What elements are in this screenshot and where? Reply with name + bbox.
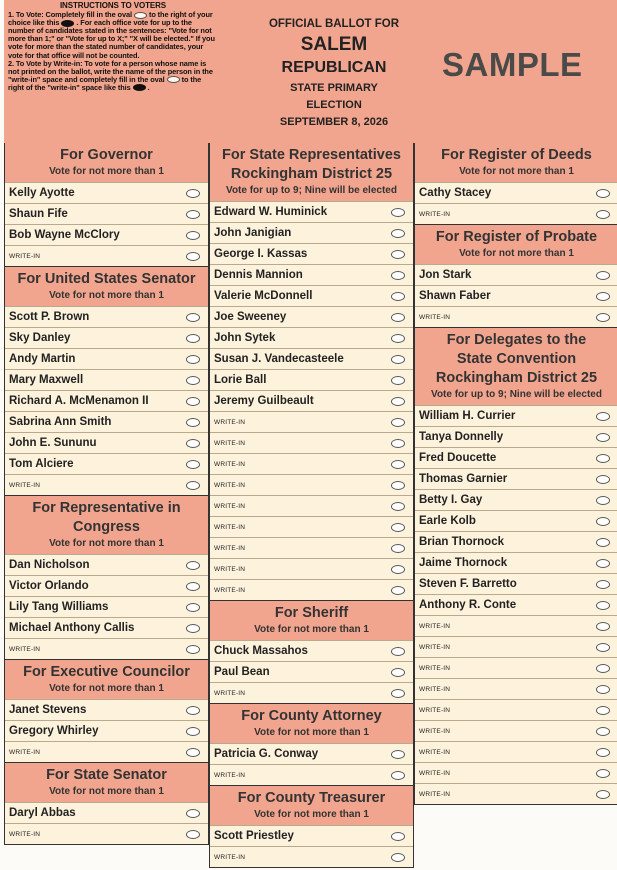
candidate-name: Shaun Fife <box>9 208 68 220</box>
ballot-column-2 <box>209 143 414 868</box>
candidate-row <box>5 203 208 224</box>
candidate-row <box>210 640 413 661</box>
vote-oval[interactable] <box>186 418 200 427</box>
candidate-row <box>5 390 208 411</box>
write-in-row <box>210 411 413 432</box>
vote-oval[interactable] <box>186 189 200 198</box>
race-for-state-representatives-rockingham-district-25 <box>209 143 414 601</box>
vote-oval[interactable] <box>186 252 200 261</box>
candidate-name: Anthony R. Conte <box>419 599 517 611</box>
write-in-row <box>415 615 617 636</box>
vote-oval[interactable] <box>186 460 200 469</box>
instructions-paragraph-1: 1. To Vote: Completely fill in the oval to the right of your choice like this . For each office vote for up to the number of candidates stated in the sentences: "Vote for not more than 1;" or "Vote for up to X;" "X will be elected." If you vote for more than the stated number of candidates, your vote for that office will not be counted. <box>8 10 215 60</box>
vote-oval[interactable] <box>596 622 610 631</box>
race-title: For State Representatives <box>222 147 401 163</box>
vote-oval[interactable] <box>186 481 200 490</box>
candidate-row <box>5 224 208 245</box>
candidate-row <box>415 489 617 510</box>
vote-oval[interactable] <box>186 706 200 715</box>
ballot-header <box>4 0 617 143</box>
candidate-name: Earle Kolb <box>419 515 476 527</box>
race-title: For Register of Probate <box>435 229 598 245</box>
candidate-row <box>415 447 617 468</box>
write-in-row <box>210 453 413 474</box>
race-title: For Representative in Congress <box>32 500 181 535</box>
candidate-row <box>5 453 208 474</box>
race-title: Rockingham District 25 <box>435 370 598 386</box>
candidate-name: Victor Orlando <box>9 580 89 592</box>
vote-instruction: Vote for not more than 1 <box>49 786 164 797</box>
candidate-name: William H. Currier <box>419 410 516 422</box>
write-in-row <box>5 741 208 762</box>
vote-instruction: Vote for not more than 1 <box>49 538 164 549</box>
write-in-label[interactable]: WRITE-IN <box>9 748 41 756</box>
write-in-label[interactable]: WRITE-IN <box>214 565 246 573</box>
vote-oval[interactable] <box>391 376 405 385</box>
race-header <box>210 601 413 640</box>
candidate-name: Valerie McDonnell <box>214 290 313 302</box>
candidate-name: John E. Sununu <box>9 437 97 449</box>
write-in-row <box>210 432 413 453</box>
ballot-party: REPUBLICAN <box>281 59 387 76</box>
vote-oval[interactable] <box>596 454 610 463</box>
instructions-paragraph-2: 2. To Vote by Write-in: To vote for a person whose name is not printed on the ballot, write the name of the person in the "write-in" space and completely fill in the oval to the right of the "write-in" space like this . <box>8 58 213 92</box>
write-in-label[interactable]: WRITE-IN <box>419 664 451 672</box>
candidate-name: Betty I. Gay <box>419 494 483 506</box>
vote-oval[interactable] <box>186 624 200 633</box>
write-in-label[interactable]: WRITE-IN <box>9 645 41 653</box>
candidate-name: Bob Wayne McClory <box>9 229 120 241</box>
ballot-election-label: ELECTION <box>306 99 362 111</box>
candidate-row <box>210 222 413 243</box>
vote-oval[interactable] <box>596 189 610 198</box>
ballot-sheet <box>4 0 617 870</box>
candidate-row <box>210 327 413 348</box>
vote-oval[interactable] <box>391 292 405 301</box>
candidate-name: Scott P. Brown <box>9 311 90 323</box>
write-in-label[interactable]: WRITE-IN <box>9 830 41 838</box>
vote-oval[interactable] <box>596 292 610 301</box>
ballot-column-3 <box>414 143 617 805</box>
candidate-row <box>415 426 617 447</box>
write-in-row <box>210 682 413 703</box>
write-in-row <box>415 699 617 720</box>
write-in-label[interactable]: WRITE-IN <box>419 706 451 714</box>
vote-oval[interactable] <box>596 706 610 715</box>
write-in-row <box>415 306 617 327</box>
race-header <box>210 786 413 825</box>
sample-watermark: SAMPLE <box>442 46 583 83</box>
write-in-label[interactable]: WRITE-IN <box>214 586 246 594</box>
vote-oval[interactable] <box>596 475 610 484</box>
vote-oval[interactable] <box>391 229 405 238</box>
write-in-row <box>415 657 617 678</box>
race-for-register-of-probate <box>414 225 617 328</box>
candidate-row <box>210 285 413 306</box>
write-in-row <box>210 495 413 516</box>
write-in-row <box>5 823 208 844</box>
vote-oval[interactable] <box>391 586 405 595</box>
vote-oval[interactable] <box>596 538 610 547</box>
write-in-label[interactable]: WRITE-IN <box>419 769 451 777</box>
candidate-name: Andy Martin <box>9 353 76 365</box>
write-in-row <box>415 741 617 762</box>
vote-oval[interactable] <box>596 769 610 778</box>
vote-instruction: Vote for not more than 1 <box>254 727 369 738</box>
race-title: State Convention <box>456 351 577 367</box>
vote-instruction: Vote for not more than 1 <box>49 290 164 301</box>
write-in-label[interactable]: WRITE-IN <box>214 689 246 697</box>
write-in-label[interactable]: WRITE-IN <box>419 210 451 218</box>
race-for-register-of-deeds <box>414 143 617 225</box>
candidate-row <box>5 720 208 741</box>
candidate-name: Sabrina Ann Smith <box>9 416 112 428</box>
vote-oval[interactable] <box>391 750 405 759</box>
ballot-election-type: STATE PRIMARY <box>290 82 378 94</box>
vote-oval[interactable] <box>186 830 200 839</box>
vote-oval[interactable] <box>391 771 405 780</box>
vote-oval[interactable] <box>596 433 610 442</box>
vote-oval[interactable] <box>391 439 405 448</box>
vote-oval[interactable] <box>391 565 405 574</box>
write-in-label[interactable]: WRITE-IN <box>419 685 451 693</box>
vote-oval[interactable] <box>596 643 610 652</box>
candidate-row <box>415 573 617 594</box>
vote-oval[interactable] <box>186 561 200 570</box>
vote-oval[interactable] <box>391 418 405 427</box>
vote-oval[interactable] <box>186 355 200 364</box>
candidate-name: Tom Alciere <box>9 458 74 470</box>
candidate-name: Mary Maxwell <box>9 374 84 386</box>
candidate-name: Dan Nicholson <box>9 559 90 571</box>
write-in-row <box>415 203 617 224</box>
candidate-row <box>210 264 413 285</box>
vote-oval[interactable] <box>391 853 405 862</box>
vote-oval[interactable] <box>596 685 610 694</box>
write-in-row <box>415 636 617 657</box>
vote-oval[interactable] <box>596 601 610 610</box>
candidate-row <box>5 575 208 596</box>
empty-oval-icon <box>167 76 180 83</box>
vote-oval[interactable] <box>391 250 405 259</box>
vote-instruction: Vote for up to 9; Nine will be elected <box>226 185 397 196</box>
vote-oval[interactable] <box>186 334 200 343</box>
candidate-name: Lily Tang Williams <box>9 601 109 613</box>
race-for-state-senator <box>4 763 209 845</box>
candidate-name: Fred Doucette <box>419 452 497 464</box>
write-in-row <box>415 678 617 699</box>
race-title: Rockingham District 25 <box>230 166 393 182</box>
vote-oval[interactable] <box>596 727 610 736</box>
candidate-name: George I. Kassas <box>214 248 308 260</box>
race-title: For Executive Councilor <box>23 664 190 680</box>
candidate-name: Edward W. Huminick <box>214 206 328 218</box>
candidate-row <box>5 802 208 823</box>
vote-oval[interactable] <box>186 376 200 385</box>
vote-oval[interactable] <box>596 559 610 568</box>
write-in-row <box>5 474 208 495</box>
race-title: For United States Senator <box>17 271 196 287</box>
candidate-row <box>415 594 617 615</box>
candidate-name: Lorie Ball <box>214 374 267 386</box>
candidate-name: Daryl Abbas <box>9 807 76 819</box>
vote-oval[interactable] <box>186 748 200 757</box>
vote-oval[interactable] <box>391 481 405 490</box>
candidate-name: Chuck Massahos <box>214 645 308 657</box>
candidate-name: Kelly Ayotte <box>9 187 75 199</box>
write-in-row <box>210 846 413 867</box>
candidate-row <box>5 306 208 327</box>
candidate-name: Brian Thornock <box>419 536 504 548</box>
candidate-row <box>415 468 617 489</box>
candidate-row <box>210 825 413 846</box>
race-for-county-treasurer <box>209 786 414 868</box>
vote-oval[interactable] <box>186 603 200 612</box>
vote-instruction: Vote for not more than 1 <box>49 166 164 177</box>
candidate-row <box>210 306 413 327</box>
write-in-row <box>210 537 413 558</box>
race-for-governor <box>4 143 209 267</box>
vote-oval[interactable] <box>186 439 200 448</box>
candidate-row <box>210 243 413 264</box>
race-header <box>210 704 413 743</box>
candidate-row <box>415 264 617 285</box>
vote-oval[interactable] <box>391 313 405 322</box>
race-for-sheriff <box>209 601 414 704</box>
candidate-row <box>5 411 208 432</box>
candidate-row <box>210 369 413 390</box>
ballot-date: SEPTEMBER 8, 2026 <box>279 116 389 128</box>
vote-oval[interactable] <box>186 313 200 322</box>
race-title: For County Attorney <box>241 708 382 724</box>
write-in-label[interactable]: WRITE-IN <box>419 313 451 321</box>
race-header <box>415 328 617 405</box>
race-title: For Governor <box>60 147 153 163</box>
candidate-row <box>415 405 617 426</box>
candidate-row <box>5 596 208 617</box>
ballot-town: SALEM <box>300 34 368 55</box>
vote-oval[interactable] <box>596 271 610 280</box>
vote-oval[interactable] <box>391 208 405 217</box>
race-for-executive-councilor <box>4 660 209 763</box>
vote-instruction: Vote for not more than 1 <box>254 624 369 635</box>
candidate-name: Jeremy Guilbeault <box>214 395 314 407</box>
write-in-row <box>210 516 413 537</box>
race-title: For State Senator <box>46 767 167 783</box>
race-header <box>5 496 208 554</box>
race-header <box>5 267 208 306</box>
vote-oval[interactable] <box>596 517 610 526</box>
candidate-row <box>415 510 617 531</box>
candidate-row <box>415 182 617 203</box>
vote-instruction: Vote for up to 9; Nine will be elected <box>431 389 602 400</box>
candidate-name: John Sytek <box>214 332 276 344</box>
vote-oval[interactable] <box>391 271 405 280</box>
candidate-row <box>5 432 208 453</box>
candidate-name: Paul Bean <box>214 666 270 678</box>
vote-oval[interactable] <box>186 210 200 219</box>
vote-instruction: Vote for not more than 1 <box>459 248 574 259</box>
candidate-row <box>5 327 208 348</box>
ballot-title-line: OFFICIAL BALLOT FOR <box>268 18 400 30</box>
vote-oval[interactable] <box>391 502 405 511</box>
candidate-name: Jaime Thornock <box>419 557 508 569</box>
candidate-name: Dennis Mannion <box>214 269 303 281</box>
candidate-name: Gregory Whirley <box>9 725 99 737</box>
vote-oval[interactable] <box>391 397 405 406</box>
vote-oval[interactable] <box>391 355 405 364</box>
candidate-name: Thomas Garnier <box>419 473 508 485</box>
write-in-label[interactable]: WRITE-IN <box>419 727 451 735</box>
vote-oval[interactable] <box>391 668 405 677</box>
write-in-row <box>210 558 413 579</box>
candidate-name: John Janigian <box>214 227 292 239</box>
vote-oval[interactable] <box>596 580 610 589</box>
write-in-label[interactable]: WRITE-IN <box>214 481 246 489</box>
voter-instructions <box>8 2 218 92</box>
candidate-name: Scott Priestley <box>214 830 294 842</box>
candidate-row <box>210 743 413 764</box>
candidate-row <box>415 552 617 573</box>
vote-instruction: Vote for not more than 1 <box>49 683 164 694</box>
write-in-label[interactable]: WRITE-IN <box>214 460 246 468</box>
race-for-delegates-to-the-state-convention-rockingham-district-25 <box>414 328 617 805</box>
candidate-row <box>210 201 413 222</box>
candidate-name: Joe Sweeney <box>214 311 287 323</box>
candidate-row <box>5 182 208 203</box>
write-in-label[interactable]: WRITE-IN <box>214 439 246 447</box>
candidate-name: Sky Danley <box>9 332 71 344</box>
candidate-name: Cathy Stacey <box>419 187 492 199</box>
vote-oval[interactable] <box>391 544 405 553</box>
candidate-row <box>5 348 208 369</box>
race-header <box>5 143 208 182</box>
vote-oval[interactable] <box>391 523 405 532</box>
write-in-label[interactable]: WRITE-IN <box>214 544 246 552</box>
vote-oval[interactable] <box>186 809 200 818</box>
filled-oval-icon <box>133 84 146 91</box>
vote-instruction: Vote for not more than 1 <box>459 166 574 177</box>
write-in-row <box>5 245 208 266</box>
vote-oval[interactable] <box>596 748 610 757</box>
candidate-row <box>210 348 413 369</box>
instructions-title: INSTRUCTIONS TO VOTERS <box>59 1 167 10</box>
vote-oval[interactable] <box>186 582 200 591</box>
candidate-row <box>415 285 617 306</box>
candidate-name: Steven F. Barretto <box>419 578 517 590</box>
candidate-row <box>5 617 208 638</box>
write-in-row <box>210 474 413 495</box>
race-header <box>415 225 617 264</box>
write-in-label[interactable]: WRITE-IN <box>214 502 246 510</box>
write-in-label[interactable]: WRITE-IN <box>214 523 246 531</box>
race-header <box>415 143 617 182</box>
race-header <box>210 143 413 201</box>
vote-instruction: Vote for not more than 1 <box>254 809 369 820</box>
ballot-column-1 <box>4 143 209 845</box>
write-in-label[interactable]: WRITE-IN <box>214 771 246 779</box>
candidate-row <box>415 531 617 552</box>
race-header <box>5 660 208 699</box>
write-in-row <box>210 579 413 600</box>
race-for-county-attorney <box>209 704 414 786</box>
candidate-name: Tanya Donnelly <box>419 431 504 443</box>
vote-oval[interactable] <box>596 412 610 421</box>
vote-oval[interactable] <box>186 397 200 406</box>
candidate-row <box>5 699 208 720</box>
race-for-representative-in-congress <box>4 496 209 660</box>
write-in-row <box>415 783 617 804</box>
write-in-label[interactable]: WRITE-IN <box>419 748 451 756</box>
write-in-row <box>5 638 208 659</box>
vote-oval[interactable] <box>596 313 610 322</box>
candidate-row <box>210 661 413 682</box>
vote-oval[interactable] <box>186 645 200 654</box>
ballot-title-block <box>234 18 434 128</box>
vote-oval[interactable] <box>186 231 200 240</box>
write-in-label[interactable]: WRITE-IN <box>214 853 246 861</box>
candidate-row <box>210 390 413 411</box>
candidate-row <box>5 554 208 575</box>
write-in-label[interactable]: WRITE-IN <box>419 643 451 651</box>
vote-oval[interactable] <box>391 460 405 469</box>
race-title: For Register of Deeds <box>441 147 592 163</box>
write-in-label[interactable]: WRITE-IN <box>419 790 451 798</box>
write-in-row <box>210 764 413 785</box>
vote-oval[interactable] <box>596 790 610 799</box>
write-in-row <box>415 720 617 741</box>
candidate-name: Janet Stevens <box>9 704 87 716</box>
race-title: For County Treasurer <box>237 790 386 806</box>
vote-oval[interactable] <box>391 832 405 841</box>
write-in-label[interactable]: WRITE-IN <box>9 252 41 260</box>
candidate-name: Michael Anthony Callis <box>9 622 135 634</box>
vote-oval[interactable] <box>391 689 405 698</box>
race-title: For Delegates to the <box>446 332 587 348</box>
candidate-name: Richard A. McMenamon II <box>9 395 149 407</box>
race-for-united-states-senator <box>4 267 209 496</box>
vote-oval[interactable] <box>186 727 200 736</box>
race-header <box>5 763 208 802</box>
vote-oval[interactable] <box>596 210 610 219</box>
vote-oval[interactable] <box>596 664 610 673</box>
vote-oval[interactable] <box>391 647 405 656</box>
vote-oval[interactable] <box>596 496 610 505</box>
write-in-label[interactable]: WRITE-IN <box>214 418 246 426</box>
race-title: For Sheriff <box>274 605 349 621</box>
candidate-name: Patricia G. Conway <box>214 748 319 760</box>
candidate-name: Susan J. Vandecasteele <box>214 353 344 365</box>
write-in-row <box>415 762 617 783</box>
write-in-label[interactable]: WRITE-IN <box>9 481 41 489</box>
candidate-row <box>5 369 208 390</box>
candidate-name: Jon Stark <box>419 269 472 281</box>
candidate-name: Shawn Faber <box>419 290 491 302</box>
vote-oval[interactable] <box>391 334 405 343</box>
write-in-label[interactable]: WRITE-IN <box>419 622 451 630</box>
